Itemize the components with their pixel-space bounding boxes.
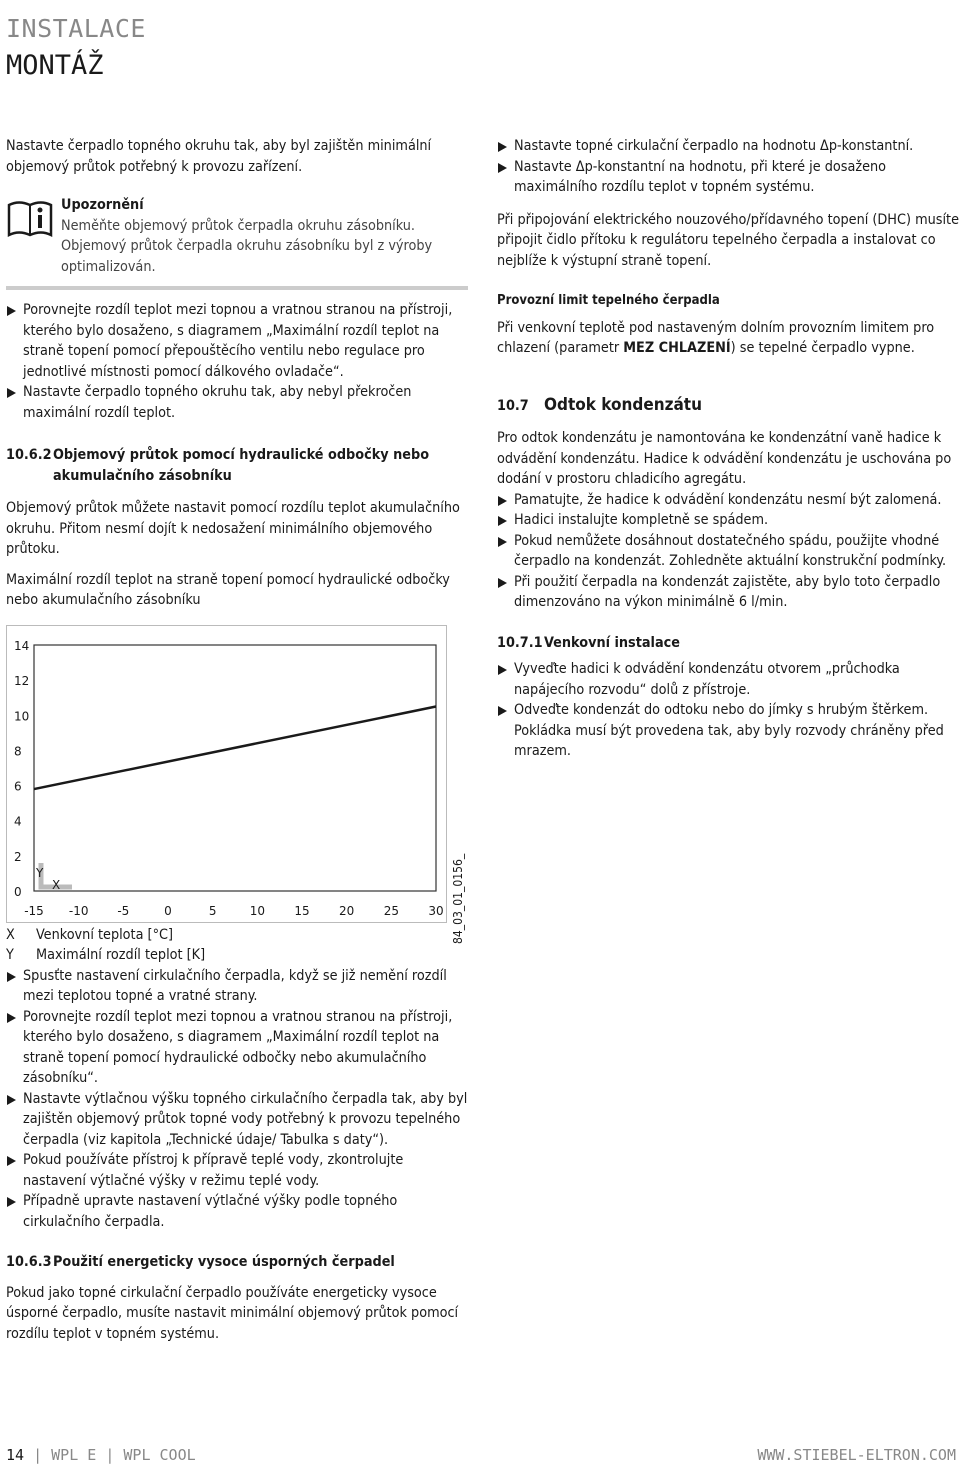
- y-axis-label: Y: [36, 865, 44, 880]
- heading-text: Použití energeticky vysoce úsporných čerpadel: [53, 1254, 395, 1270]
- website-url: WWW.STIEBEL-ELTRON.COM: [757, 1446, 956, 1464]
- bullet-item: Odveďte kondenzát do odtoku nebo do jímky s hrubým štěrkem. Pokládka musí být provedena tak, aby byly rozvody chráněny před mrazem.: [497, 700, 960, 762]
- bullet-item: Vyveďte hadici k odvádění kondenzátu otvorem „průchodka napájecího rozvodu“ dolů z přístroje.: [497, 659, 960, 700]
- page-number: 14: [6, 1446, 25, 1464]
- y-tick-label: 10: [14, 708, 30, 723]
- heading-number: 10.6.2: [6, 447, 52, 463]
- subsection-title: MONTÁŽ: [6, 50, 104, 81]
- x-tick-label: 15: [294, 903, 310, 918]
- y-tick-label: 8: [14, 743, 22, 758]
- line-chart: [6, 625, 468, 923]
- legend-item: [6, 945, 468, 966]
- heading-10-6-2: [6, 445, 468, 486]
- heading-number: 10.6.3: [6, 1254, 52, 1270]
- note-box: [6, 195, 468, 277]
- note-text-1: Neměňte objemový průtok čerpadla okruhu zásobníku.: [61, 217, 415, 234]
- legend-key: Y: [6, 947, 14, 963]
- y-tick-label: 12: [14, 673, 30, 688]
- bullet-item: Porovnejte rozdíl teplot mezi topnou a vratnou stranou na přístroji, kterého bylo dosaženo, s diagramem „Maximální rozdíl teplot na straně topení pomocí hydraulické odbočky nebo akumulačního zásobníku“.: [6, 1007, 468, 1089]
- x-tick-label: 5: [208, 903, 217, 918]
- bullet-item: Pokud používáte přístroj k přípravě teplé vody, zkontrolujte nastavení výtlačné výšky v režimu teplé vody.: [6, 1150, 468, 1191]
- heading-text: Objemový průtok pomocí hydraulické odbočky nebo akumulačního zásobníku: [53, 447, 430, 484]
- bullet-item: Nastavte výtlačnou výšku topného cirkulačního čerpadla tak, aby byl zajištěn objemový průtok topné vody potřebný k provozu tepelného čerpadla (viz kapitola „Technické údaje/ Tabulka s daty“).: [6, 1089, 468, 1151]
- note-title: Upozornění: [61, 197, 144, 213]
- footer-left: [6, 1446, 196, 1464]
- paragraph: Při připojování elektrického nouzového/přídavného topení (DHC) musíte připojit čidlo přítoku k regulátoru tepelného čerpadla a instalovat co nejblíže k výstupní straně topení.: [497, 211, 959, 269]
- y-tick-label: 0: [14, 884, 22, 899]
- heading-10-7-1: [497, 633, 960, 654]
- x-tick-label: 10: [249, 903, 265, 918]
- info-book-icon: [6, 199, 54, 239]
- x-tick-label: 30: [428, 903, 444, 918]
- bullet-item: Nastavte Δp-konstantní na hodnotu, při které je dosaženo maximálního rozdílu teplot v topném systému.: [497, 157, 960, 198]
- y-tick-label: 14: [14, 638, 30, 653]
- divider: [6, 286, 468, 290]
- heading-number: 10.7: [497, 397, 529, 414]
- limit-paragraph: Při venkovní teplotě pod nastaveným dolním provozním limitem pro chlazení (parametr MEZ CHLAZENÍ) se tepelné čerpadlo vypne.: [497, 319, 935, 356]
- plot-area: [34, 645, 436, 891]
- note-text-2: Objemový průtok čerpadla okruhu zásobníku byl z výroby optimalizován.: [61, 238, 433, 275]
- legend-text: Maximální rozdíl teplot [K]: [36, 947, 206, 963]
- series-line: [34, 706, 436, 789]
- y-tick-label: 4: [14, 814, 22, 829]
- chart-frame: [7, 625, 447, 922]
- bullet-item: Při použití čerpadla na kondenzát zajistěte, aby bylo toto čerpadlo dimenzováno na výkon minimálně 6 l/min.: [497, 572, 960, 613]
- x-tick-label: -15: [24, 903, 44, 918]
- x-tick-label: 20: [339, 903, 355, 918]
- heading-text: Venkovní instalace: [544, 634, 680, 651]
- heading-number: 10.7.1: [497, 634, 543, 651]
- bullet-item: Nastavte topné cirkulační čerpadlo na hodnotu Δp-konstantní.: [497, 136, 960, 157]
- right-column: [497, 136, 960, 762]
- limit-heading: Provozní limit tepelného čerpadla: [497, 293, 720, 308]
- y-tick-label: 2: [14, 849, 22, 864]
- heading-10-7: [497, 395, 960, 417]
- legend-text: Venkovní teplota [°C]: [36, 926, 174, 943]
- paragraph: Pro odtok kondenzátu je namontována ke kondenzátní vaně hadice k odvádění kondenzátu. Hadice k odvádění kondenzátu je uschována po dodání v prostoru chladicího agregátu.: [497, 430, 952, 487]
- bullet-item: Pokud nemůžete dosáhnout dostatečného spádu, použijte vhodné čerpadlo na kondenzát. Zohledněte aktuální konstrukční podmínky.: [497, 531, 960, 572]
- intro-paragraph: Nastavte čerpadlo topného okruhu tak, aby byl zajištěn minimální objemový průtok potřebný k provozu zařízení.: [6, 138, 432, 175]
- product-name: WPL E | WPL COOL: [51, 1446, 196, 1464]
- x-tick-label: -5: [117, 903, 130, 918]
- footer-separator: |: [33, 1446, 43, 1464]
- x-tick-label: 0: [164, 903, 172, 918]
- x-tick-label: -10: [68, 903, 89, 918]
- chart: [6, 625, 468, 923]
- legend-item: [6, 925, 468, 946]
- section-title: INSTALACE: [6, 14, 146, 43]
- figure-id: 84_03_01_0156_: [451, 853, 465, 944]
- bullet-item: Spusťte nastavení cirkulačního čerpadla, když se již nemění rozdíl mezi teplotou topné a vratné strany.: [6, 966, 468, 1007]
- x-tick-label: 25: [383, 903, 399, 918]
- left-column: [6, 136, 468, 1344]
- paragraph: Objemový průtok můžete nastavit pomocí rozdílu teplot akumulačního okruhu. Přitom nesmí dojít k nedosažení minimálního objemového průtoku.: [6, 500, 460, 557]
- bullet-item: Pamatujte, že hadice k odvádění kondenzátu nesmí být zalomená.: [497, 490, 960, 511]
- figure-caption: Maximální rozdíl teplot na straně topení pomocí hydraulické odbočky nebo akumulačního zásobníku: [6, 571, 450, 608]
- heading-text: Odtok kondenzátu: [544, 394, 703, 415]
- paragraph: Pokud jako topné cirkulační čerpadlo používáte energeticky vysoce úsporné čerpadlo, musíte nastavit minimální objemový průtok pomocí rozdílu teplot v topném systému.: [6, 1284, 459, 1342]
- heading-10-6-3: [6, 1252, 468, 1273]
- bullet-item: Případně upravte nastavení výtlačné výšky podle topného cirkulačního čerpadla.: [6, 1191, 468, 1232]
- bullet-item: Hadici instalujte kompletně se spádem.: [497, 510, 960, 531]
- x-axis-label: X: [52, 877, 61, 892]
- bullet-item: Porovnejte rozdíl teplot mezi topnou a vratnou stranou na přístroji, kterého bylo dosaženo, s diagramem „Maximální rozdíl teplot na straně topení pomocí přepouštěcího ventilu nebo regulace pro jednotlivé místnosti pomocí dálkového ovladače“.: [6, 300, 468, 382]
- bullet-item: Nastavte čerpadlo topného okruhu tak, aby nebyl překročen maximální rozdíl teplot.: [6, 382, 468, 423]
- y-tick-label: 6: [14, 779, 22, 794]
- legend-key: X: [6, 926, 15, 943]
- footer: [0, 1446, 960, 1465]
